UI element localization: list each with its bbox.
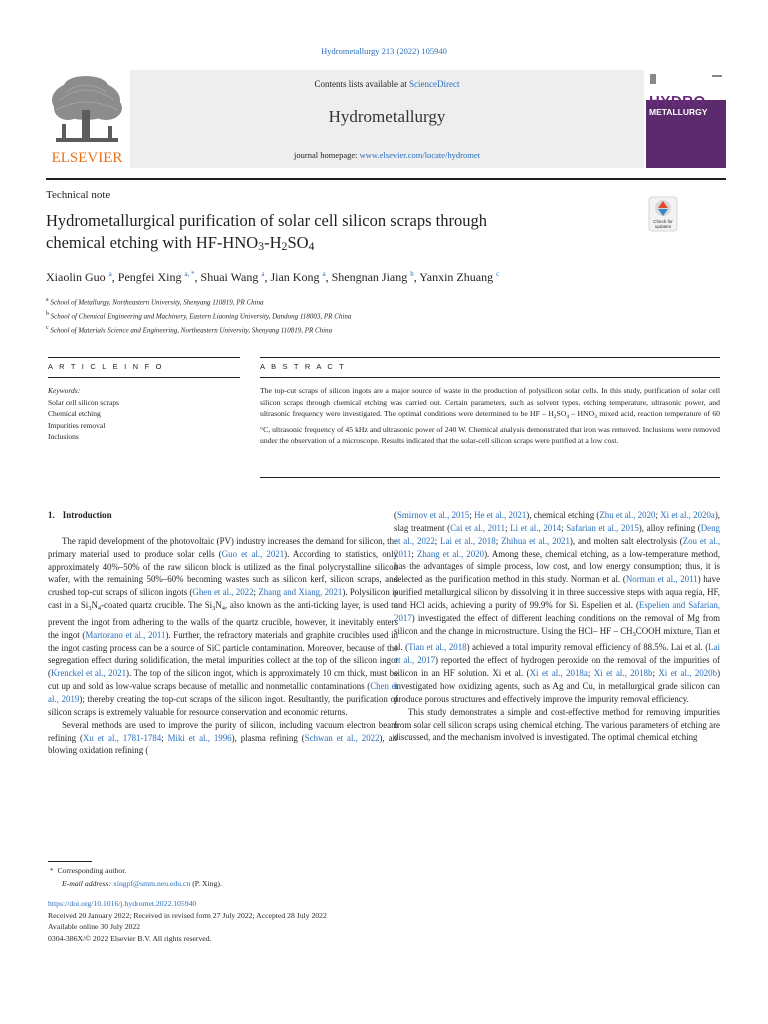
citation-link[interactable]: Tian et al., 2018 <box>408 642 467 653</box>
affiliation-mark: a <box>46 297 49 303</box>
author-affiliation-mark[interactable]: a, * <box>184 270 195 278</box>
author-list: Xiaolin Guo $^a$, Pengfei Xing $^{a, *}$, Shuai Wang $^a$, Jian Kong $^a$, Shengnan Jiang $^b$, Yanxin Zhuang $^c$ <box>46 270 500 284</box>
footnotes <box>50 865 450 890</box>
affiliation-text: School of Materials Science and Engineering, Northeastern University, Shenyang 110819, PR China <box>50 325 333 334</box>
footnote-text: Corresponding author. <box>57 866 127 875</box>
citation-link[interactable]: Schwan et al., 2022 <box>304 732 380 743</box>
title-subscript: 4 <box>308 239 315 253</box>
article-title <box>46 210 606 257</box>
contents-line <box>130 79 644 89</box>
affiliation-mark: c <box>46 324 49 331</box>
received-dates: Received 20 January 2022; Received in revised form 27 July 2022; Accepted 28 July 2022 <box>48 910 327 920</box>
masthead-banner <box>130 70 644 168</box>
citation-link[interactable]: Zhang and Xiang, 2021 <box>258 587 343 598</box>
title-line-2-cont: -H <box>264 233 282 252</box>
citation-link[interactable]: Espelien and Safarian, 2017 <box>394 599 720 623</box>
citation-link[interactable]: Deng et al., 2022 <box>394 522 720 546</box>
abstract-segment: The top-cut scraps of silicon ingots are a major source of waste in the production of polysilicon solar cells. In this study, purification of solar cell silicon scraps through chemical etching was carried out. Certain parameters, such as solvent types, etching temperature, ultrasonic power, and ultrasonic frequency were investigated. The optimal conditions were determined to be HF – H <box>260 386 720 419</box>
cover-title-2: METALLURGY <box>649 107 708 117</box>
footnote-mark: * <box>50 867 54 875</box>
section-heading <box>48 509 398 522</box>
article-metadata <box>48 898 648 944</box>
abstract-bottom-rule <box>260 477 720 478</box>
citation-link[interactable]: Cai et al., 2011 <box>450 522 506 533</box>
keywords-label: Keywords: <box>48 386 81 395</box>
author-name: Pengfei Xing <box>117 270 182 284</box>
citation-link[interactable]: Xu et al., 1781-1784 <box>82 732 162 743</box>
email-suffix: (P. Xing). <box>190 878 222 888</box>
author-affiliation-mark[interactable]: a <box>261 270 265 278</box>
author[interactable] <box>332 270 414 284</box>
sciencedirect-link[interactable]: ScienceDirect <box>409 79 460 89</box>
author-name: Xiaolin Guo <box>46 270 106 284</box>
article-type: Technical note <box>46 189 111 201</box>
masthead-divider <box>46 178 726 180</box>
paragraph: Several methods are used to improve the purity of silicon, including vacuum electron beam refining (Xu et al., 1781-1784; Miki et al., 1996), plasma refining (Schwan et al., 2022), air blowing oxidation refining ( <box>48 719 398 756</box>
author-name: Yanxin Zhuang <box>419 270 494 284</box>
author-name: Shuai Wang <box>200 270 259 284</box>
email-link[interactable]: xingpf@smm.neu.edu.cn <box>112 878 191 888</box>
citation-link[interactable]: Zhihua et al., 2021 <box>501 535 570 546</box>
copyright: 0304-386X/© 2022 Elsevier B.V. All rights reserved. <box>48 933 212 943</box>
section-title: Introduction <box>62 510 112 520</box>
author-affiliation-mark[interactable]: b <box>410 270 414 278</box>
contents-prefix: Contents lists available at <box>314 79 409 89</box>
citation-link[interactable]: Lai et al., 2018 <box>440 535 496 546</box>
author[interactable] <box>419 270 499 284</box>
affiliation-mark: b <box>46 310 49 317</box>
article-info-top-rule <box>48 357 240 358</box>
citation-link[interactable]: Safarian et al., 2015 <box>566 522 639 533</box>
author[interactable] <box>201 270 265 284</box>
citation-link[interactable]: Zou et al., 2011 <box>394 535 721 559</box>
author[interactable] <box>46 270 112 284</box>
citation-link[interactable]: Chen et al., 2019 <box>48 681 398 704</box>
abstract-segment: SO <box>556 409 567 419</box>
citation-link[interactable]: Xi et al., 2018a <box>529 668 588 679</box>
crossmark-line-2: updates <box>654 224 672 229</box>
citation-link[interactable]: Ghen et al., 2022 <box>192 587 254 598</box>
email-label: E-mail address: <box>62 878 112 888</box>
citation-link[interactable]: Zhang et al., 2020 <box>417 548 485 559</box>
cover-title-1: HYDRO <box>649 93 706 110</box>
section-number: 1. <box>48 510 55 520</box>
keyword: Impurities removal <box>48 420 106 430</box>
crossmark-line-1: Check for <box>653 219 673 224</box>
author[interactable] <box>270 270 325 284</box>
corresponding-author-note <box>50 865 450 878</box>
journal-reference[interactable]: Hydrometallurgy 213 (2022) 105940 <box>321 46 447 56</box>
title-line-2: chemical etching with HF-HNO <box>46 233 259 252</box>
affiliation <box>46 323 706 337</box>
paragraph: The rapid development of the photovoltaic (PV) industry increases the demand for silicon, the primary material used to produce solar cells (Guo et al., 2021). According to statistics, only approximately 40%–50% of the raw silicon block is utilized as the final polycrystalline silicon wafer, with the remaining 50%–60% becoming wastes such as silicon kerf, silicon scraps, and crushed top-cut scraps of silicon ingots (Ghen et al., 2022; Zhang and Xiang, 2021). Polysilicon is cast in a $Si_3N_4$-coated quartz crucible. The $Si_3N_4$, also known as the anti-ticking layer, is used to prevent the ingot from adhering to the walls of the quartz crucible, however, it inevitably enters the ingot (Martorano et al., 2011). Further, the refractory materials and graphite crucibles used in the ingot casting process can be a source of SiC particle contamination. Moreover, because of the segregation effect during solidification, the metal impurities collect at the top of the silicon ingot (Krenckel et al., 2021). The top of the silicon ingot, which is approximately 10 cm thick, must be cut up and sold as low-value scraps because of metallic and nonmetallic contaminations (Chen et al., 2019); thereby creating the top-cut scraps of the silicon ingot. Resultantly, the purification of silicon scraps is extremely valuable for resource conservation and economic returns. <box>48 535 399 717</box>
keywords-block <box>48 385 228 443</box>
citation-link[interactable]: Miki et al., 1996 <box>167 732 232 743</box>
body-column-left <box>48 509 398 757</box>
keyword: Chemical etching <box>48 409 101 418</box>
footnote-divider <box>48 861 92 862</box>
journal-name[interactable]: Hydrometallurgy <box>328 107 446 126</box>
author-affiliation-mark[interactable]: a <box>108 270 112 278</box>
abstract-subscript: 2 <box>553 414 557 421</box>
affiliation-text: School of Metallurgy, Northeastern University, Shenyang 110819, PR China <box>50 298 264 307</box>
title-subscript: 2 <box>281 239 288 253</box>
citation-link[interactable]: Xi et al., 2020a <box>660 510 715 520</box>
homepage-link[interactable]: www.elsevier.com/locate/hydromet <box>359 150 480 160</box>
keyword: Inclusions <box>48 432 79 441</box>
abstract-segment: mixed acid, reaction temperature of 60 °C, ultrasonic frequency of 45 kHz and ultrasonic power of 240 W. Chemical analysis demonstrated that iron was removed. Inclusions were removed under the observation of a microscope. Results indicated that the solar-cell silicon scraps were purified at a low cost. <box>260 409 721 446</box>
cover-logo-icon <box>646 70 726 92</box>
check-for-updates-icon[interactable] <box>648 196 678 232</box>
body-column-right <box>394 509 720 744</box>
citation-link[interactable]: Lai et al., 2017 <box>394 642 720 666</box>
journal-cover-thumbnail[interactable] <box>646 70 726 168</box>
email-note <box>50 878 450 891</box>
citation-link[interactable]: Smirnov et al., 2015 <box>396 510 470 520</box>
paragraph: This study demonstrates a simple and cost-effective method for removing impurities from solar cell silicon scraps using chemical etching. The various parameters of etching are discussed, and the mechanism involved is investigated. The optimal chemical etching <box>394 706 720 743</box>
abstract-heading: A B S T R A C T <box>260 362 346 371</box>
abstract-subscript: 3 <box>594 414 597 421</box>
author-name: Shengnan Jiang <box>331 270 408 284</box>
citation-link[interactable]: Xi et al., 2018b <box>593 668 653 679</box>
affiliation <box>46 309 706 323</box>
affiliation-text: School of Chemical Engineering and Machinery, Eastern Liaoning University, Dandong 118003, PR China <box>50 312 352 321</box>
citation-link[interactable]: Zhu et al., 2020 <box>599 510 656 520</box>
homepage-line <box>130 150 644 160</box>
affiliation-list <box>46 295 706 336</box>
author-affiliation-mark[interactable]: a <box>322 270 326 278</box>
doi-link[interactable]: https://doi.org/10.1016/j.hydromet.2022.105940 <box>48 899 197 908</box>
citation-link[interactable]: Li et al., 2014 <box>510 522 562 533</box>
author[interactable] <box>118 270 195 284</box>
abstract-top-rule <box>260 357 720 358</box>
citation-link[interactable]: Guo et al., 2021 <box>221 548 285 559</box>
citation-link[interactable]: He et al., 2021 <box>474 510 527 520</box>
article-info-rule <box>48 377 240 378</box>
abstract-text <box>260 385 720 447</box>
author-name: Jian Kong <box>270 270 320 284</box>
abstract-rule <box>260 377 720 378</box>
homepage-prefix: journal homepage: <box>294 150 360 160</box>
citation-link[interactable]: Norman et al., 2011 <box>625 574 698 585</box>
title-line-1: Hydrometallurgical purification of solar cell silicon scraps through <box>46 211 487 230</box>
abstract-subscript: 4 <box>566 414 570 421</box>
author-affiliation-mark[interactable]: c <box>496 270 500 278</box>
paragraph-continued: (Smirnov et al., 2015; He et al., 2021), chemical etching (Zhu et al., 2020; Xi et al., 2020a), slag treatment (Cai et al., 2011; Li et al., 2014; Safarian et al., 2015), alloy refining (Deng et al., 2022; Lai et al., 2018; Zhihua et al., 2021), and molten salt electrolysis (Zou et al., 2011; Zhang et al., 2020). Among these, chemical etching, as a low-temperature method, has the advantages of simple process, low cost, and low energy consumption; thus, it is selected as the purification method in this study. Norman et al. (Norman et al., 2011) have purified metallurgical silicon by dissolving it in three successive steps with aqua regia, HF, and HCl acids, achieving a purity of 99.9% for Si. Espelien et al. (Espelien and Safarian, 2017) investigated the effect of different leaching conditions on the removal of Mg from silicon and the change in microstructure. Using the HCl– HF – $CH_3COOH$ mixture, Tian et al. (Tian et al., 2018) achieved a total impurity removal efficiency of 88.5%. Lai et al. (Lai et al., 2017) reported the effect of hydrogen peroxide on the removal of the impurities of silicon in an HF solution. Xi et al. (Xi et al., 2018a; Xi et al., 2018b; Xi et al., 2020b) investigated how oxidizing agents, such as Ag and Cu, in metallurgical grade silicon can produce porous structures and effectively improve the impurity removal efficiency. <box>394 510 721 704</box>
keyword: Solar cell silicon scraps <box>48 397 120 407</box>
available-online: Available online 30 July 2022 <box>48 922 141 932</box>
citation-link[interactable]: Martorano et al., 2011 <box>85 629 166 640</box>
article-info-heading: A R T I C L E I N F O <box>48 362 164 371</box>
citation-link[interactable]: Xi et al., 2020b <box>658 668 718 679</box>
abstract-segment: – HNO <box>569 409 595 419</box>
elsevier-tree-logo <box>46 70 128 168</box>
journal-masthead <box>46 70 726 170</box>
title-line-2-cont: SO <box>287 233 309 252</box>
publisher-wordmark: ELSEVIER <box>51 150 123 166</box>
title-subscript: 3 <box>258 239 265 253</box>
citation-link[interactable]: Krenckel et al., 2021 <box>50 668 127 679</box>
affiliation <box>46 295 706 309</box>
